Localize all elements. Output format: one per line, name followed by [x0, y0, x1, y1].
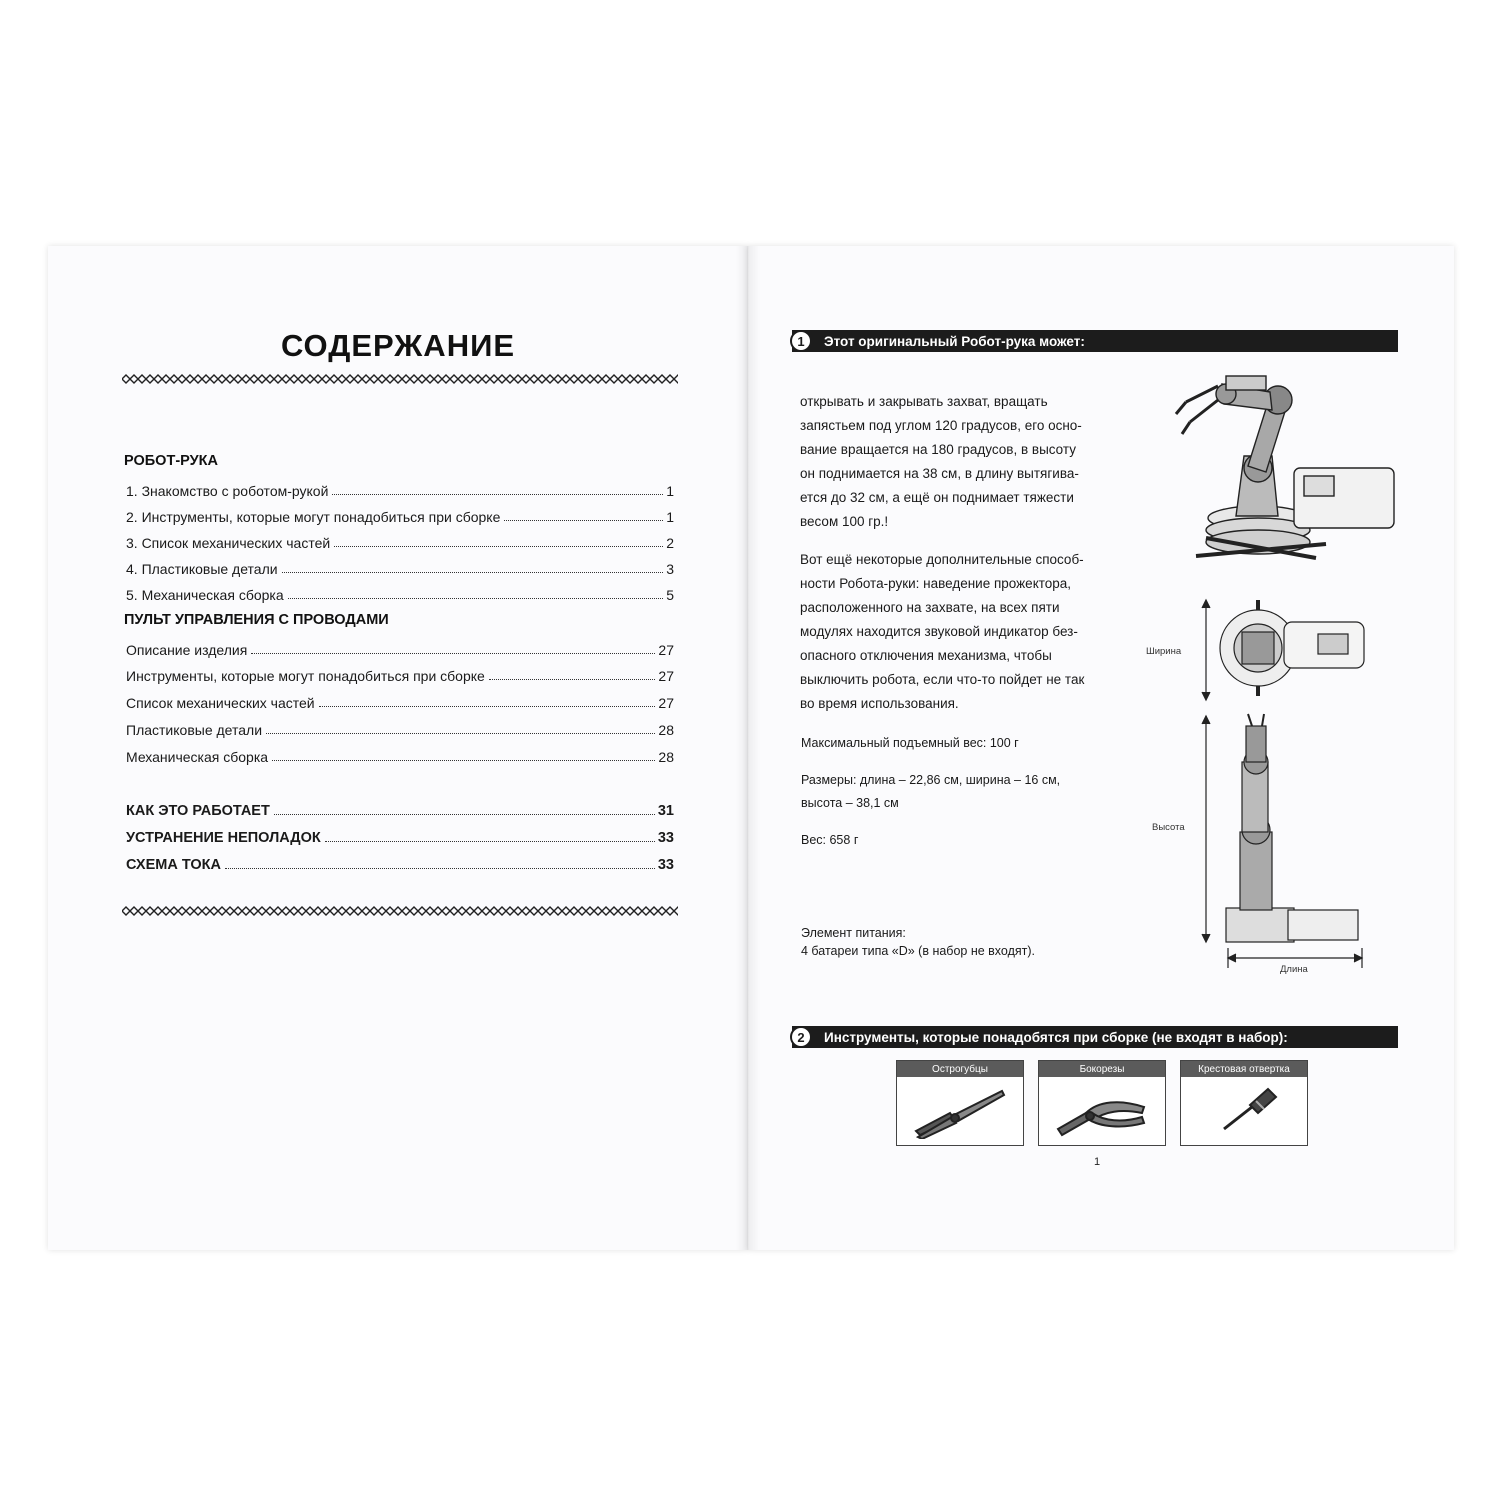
robot-arm-illustration — [1166, 356, 1398, 576]
toc-row — [126, 691, 674, 711]
text-line: весом 100 гр.! — [800, 514, 889, 529]
zigzag-divider-top — [122, 374, 678, 384]
text-line: он поднимается на 38 см, в длину вытягива- — [800, 466, 1079, 481]
toc-row-page: 27 — [658, 642, 674, 658]
toc-row — [126, 664, 674, 684]
section-header-text: Инструменты, которые понадобятся при сборке (не входят в набор): — [824, 1029, 1288, 1045]
toc-section-remote: ПУЛЬТ УПРАВЛЕНИЯ С ПРОВОДАМИ — [124, 612, 389, 628]
text-line: ется до 32 см, а ещё он поднимает тяжести — [800, 490, 1074, 505]
spec-max-weight: Максимальный подъемный вес: 100 г — [801, 736, 1019, 750]
dim-width-label: Ширина — [1146, 646, 1182, 657]
page-title: СОДЕРЖАНИЕ — [280, 328, 516, 363]
toc-row — [126, 745, 674, 765]
toc-leader-dots — [282, 572, 664, 573]
left-page — [48, 246, 748, 1250]
toc-leader-dots — [334, 546, 663, 547]
spec-weight: Вес: 658 г — [801, 833, 859, 847]
toc-row — [126, 557, 674, 577]
toc-row-page: 28 — [658, 722, 674, 738]
toc-row-page: 1 — [666, 483, 674, 499]
toc-row-page: 33 — [657, 830, 674, 846]
text-line: открывать и закрывать захват, вращать — [800, 394, 1048, 409]
toc-row-label: Список механических частей — [126, 695, 315, 711]
text-line: во время использования. — [800, 696, 959, 711]
toc-row — [126, 479, 674, 499]
text-line: опасного отключения механизма, чтобы — [800, 648, 1052, 663]
section-number-badge: 2 — [790, 1026, 812, 1048]
toc-row-page: 1 — [666, 509, 674, 525]
toc-leader-dots — [272, 760, 655, 761]
toc-leader-dots — [274, 814, 655, 815]
toc-leader-dots — [225, 868, 655, 869]
tool-caption: Острогубцы — [897, 1061, 1023, 1077]
toc-leader-dots — [504, 520, 663, 521]
paragraph-extra-abilities — [800, 548, 1134, 716]
toc-row-label: 5. Механическая сборка — [126, 587, 284, 603]
text-line: расположенного на захвате, на всех пяти — [800, 600, 1060, 615]
toc-row-page: 3 — [666, 561, 674, 577]
toc-row-page: 28 — [658, 749, 674, 765]
toc-row-label: 2. Инструменты, которые могут понадобиться при сборке — [126, 509, 501, 525]
needle-nose-pliers-icon — [910, 1083, 1010, 1139]
toc-row-label: КАК ЭТО РАБОТАЕТ — [126, 803, 270, 819]
toc-row-label: Описание изделия — [126, 642, 248, 658]
zigzag-divider-bottom — [122, 906, 678, 916]
toc-leader-dots — [489, 679, 656, 680]
page-number: 1 — [1094, 1156, 1101, 1168]
phillips-screwdriver-icon — [1194, 1083, 1294, 1139]
text-line: вание вращается на 180 градусов, в высоту — [800, 442, 1076, 457]
toc-row-label: Пластиковые детали — [126, 722, 263, 738]
toc-row-label: УСТРАНЕНИЕ НЕПОЛАДОК — [126, 830, 321, 846]
text-line: Вот ещё некоторые дополнительные способ- — [800, 552, 1084, 567]
spec-size-line1: Размеры: длина – 22,86 см, ширина – 16 см, — [801, 773, 1061, 787]
section-number-badge: 1 — [790, 330, 812, 352]
side-cutters-icon — [1052, 1083, 1152, 1139]
spec-power-batteries: 4 батареи типа «D» (в набор не входят). — [801, 944, 1036, 958]
toc-row-page: 5 — [666, 587, 674, 603]
tool-card-screwdriver — [1180, 1060, 1308, 1146]
section-header-1 — [792, 330, 1398, 352]
toc-row-label: Механическая сборка — [126, 749, 269, 765]
toc-row — [126, 799, 674, 819]
toc-row-label: Инструменты, которые могут понадобиться при сборке — [126, 668, 485, 684]
tool-card-side-cutters — [1038, 1060, 1166, 1146]
dim-length-label: Длина — [1280, 964, 1308, 975]
toc-leader-dots — [332, 494, 663, 495]
tool-caption: Бокорезы — [1039, 1061, 1165, 1077]
toc-leader-dots — [251, 653, 655, 654]
paragraph-capabilities — [800, 390, 1134, 534]
toc-leader-dots — [325, 841, 655, 842]
toc-leader-dots — [288, 598, 664, 599]
text-line: запястьем под углом 120 градусов, его осно- — [800, 418, 1082, 433]
toc-row-page: 27 — [658, 695, 674, 711]
toc-row-label: 4. Пластиковые детали — [126, 561, 278, 577]
section-header-2 — [792, 1026, 1398, 1048]
tool-card-pliers — [896, 1060, 1024, 1146]
toc-section-robot-arm: РОБОТ-РУКА — [124, 453, 218, 469]
toc-row-label: СХЕМА ТОКА — [126, 857, 221, 873]
top-view-diagram — [1188, 596, 1388, 706]
toc-leader-dots — [266, 733, 655, 734]
spec-size-line2: высота – 38,1 см — [801, 796, 899, 810]
toc-row-page: 2 — [666, 535, 674, 551]
toc-row-label: 1. Знакомство с роботом-рукой — [126, 483, 329, 499]
toc-row — [126, 583, 674, 603]
toc-row — [126, 718, 674, 738]
text-line: модулях находится звуковой индикатор без- — [800, 624, 1078, 639]
toc-row-page: 33 — [657, 857, 674, 873]
toc-row — [126, 505, 674, 525]
text-line: выключить робота, если что-то пойдет не так — [800, 672, 1085, 687]
dim-height-label: Высота — [1152, 822, 1185, 833]
section-header-text: Этот оригинальный Робот-рука может: — [824, 333, 1085, 349]
tool-caption: Крестовая отвертка — [1181, 1061, 1307, 1077]
toc-row-label: 3. Список механических частей — [126, 535, 331, 551]
right-page — [748, 246, 1454, 1250]
side-view-diagram — [1192, 712, 1372, 976]
text-line: ности Робота-руки: наведение прожектора, — [800, 576, 1072, 591]
toc-row-page: 27 — [658, 668, 674, 684]
toc-row-page: 31 — [657, 803, 674, 819]
toc-leader-dots — [319, 706, 656, 707]
toc-row — [126, 638, 674, 658]
toc-row — [126, 853, 674, 873]
book-spine-shadow — [736, 246, 760, 1250]
spec-power-title: Элемент питания: — [801, 926, 906, 940]
toc-row — [126, 826, 674, 846]
toc-row — [126, 531, 674, 551]
